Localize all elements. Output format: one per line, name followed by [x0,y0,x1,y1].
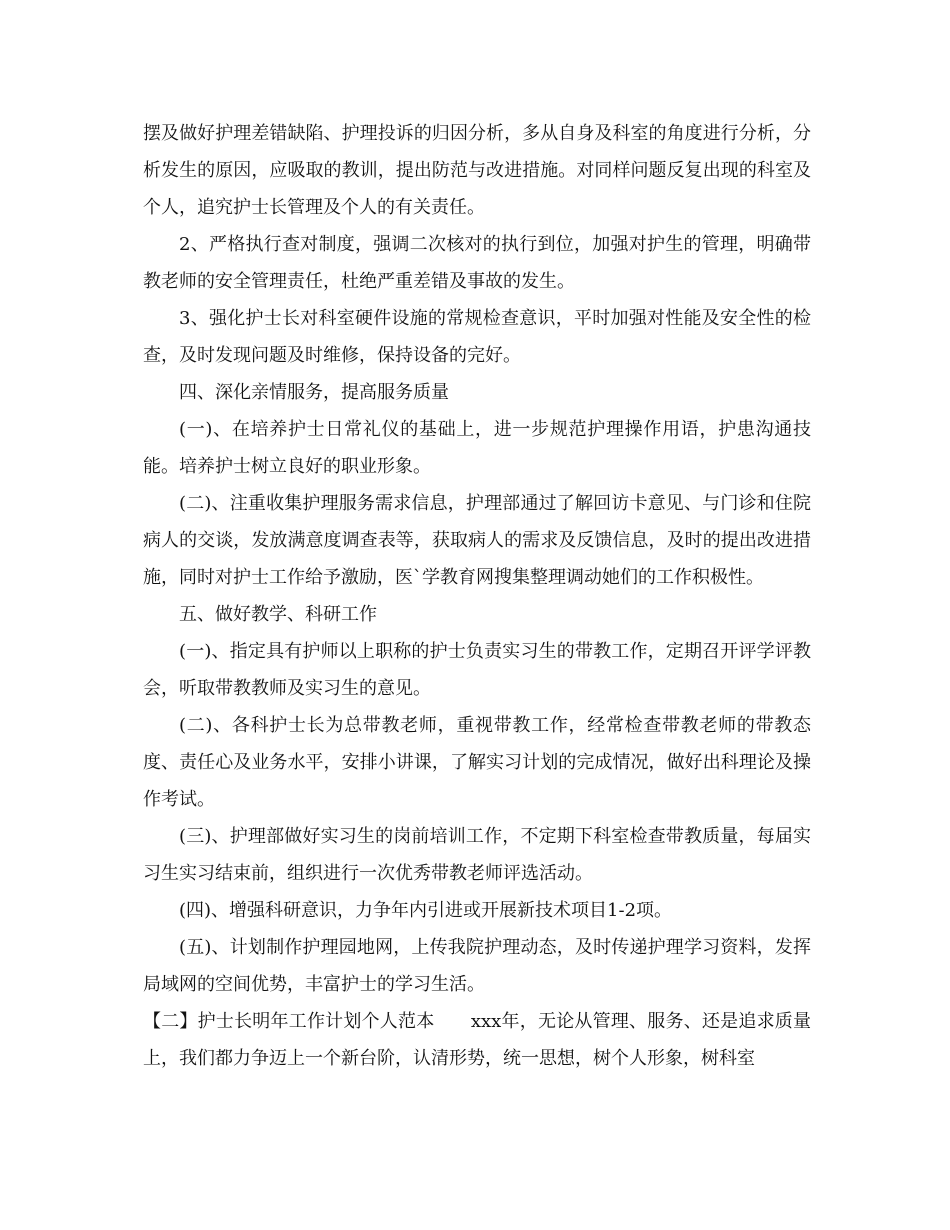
section-heading-4: 四、深化亲情服务，提高服务质量 [179,382,449,403]
paragraph-5: (一)、在培养护士日常礼仪的基础上，进一步规范护理操作用语，护患沟通技能。培养护士树立良好的职业形象。 [143,419,811,477]
paragraph-12: (五)、计划制作护理园地网，上传我院护理动态，及时传递护理学习资料，发挥局域网的空间优势，丰富护士的学习生活。 [143,937,811,995]
document-body [143,115,811,1077]
paragraph-6: (二)、注重收集护理服务需求信息，护理部通过了解回访卡意见、与门诊和住院病人的交谈，发放满意度调查表等，获取病人的需求及反馈信息，及时的提出改进措施，同时对护士工作给予激励，医`学教育网搜集整理调动她们的工作积极性。 [143,493,811,588]
paragraph-9: (二)、各科护士长为总带教老师，重视带教工作，经常检查带教老师的带教态度、责任心及业务水平，安排小讲课，了解实习计划的完成情况，做好出科理论及操作考试。 [143,715,811,810]
paragraph-10: (三)、护理部做好实习生的岗前培训工作，不定期下科室检查带教质量，每届实习生实习结束前，组织进行一次优秀带教老师评选活动。 [143,826,811,884]
paragraph-11: (四)、增强科研意识，力争年内引进或开展新技术项目1-2项。 [179,900,673,921]
paragraph-2: 2、严格执行查对制度，强调二次核对的执行到位，加强对护生的管理，明确带教老师的安全管理责任，杜绝严重差错及事故的发生。 [143,234,811,292]
section-heading-5: 五、做好教学、科研工作 [179,604,377,625]
paragraph-13: 【二】护士长明年工作计划个人范本 xxx年，无论从管理、服务、还是追求质量上，我们都力争迈上一个新台阶，认清形势，统一思想，树个人形象，树科室 [143,1011,811,1069]
paragraph-8: (一)、指定具有护师以上职称的护士负责实习生的带教工作，定期召开评学评教会，听取带教教师及实习生的意见。 [143,641,811,699]
paragraph-3: 3、强化护士长对科室硬件设施的常规检查意识，平时加强对性能及安全性的检查，及时发现问题及时维修，保持设备的完好。 [143,308,811,366]
paragraph-1: 摆及做好护理差错缺陷、护理投诉的归因分析，多从自身及科室的角度进行分析，分析发生的原因，应吸取的教训，提出防范与改进措施。对同样问题反复出现的科室及个人，追究护士长管理及个人的有关责任。 [143,123,811,218]
